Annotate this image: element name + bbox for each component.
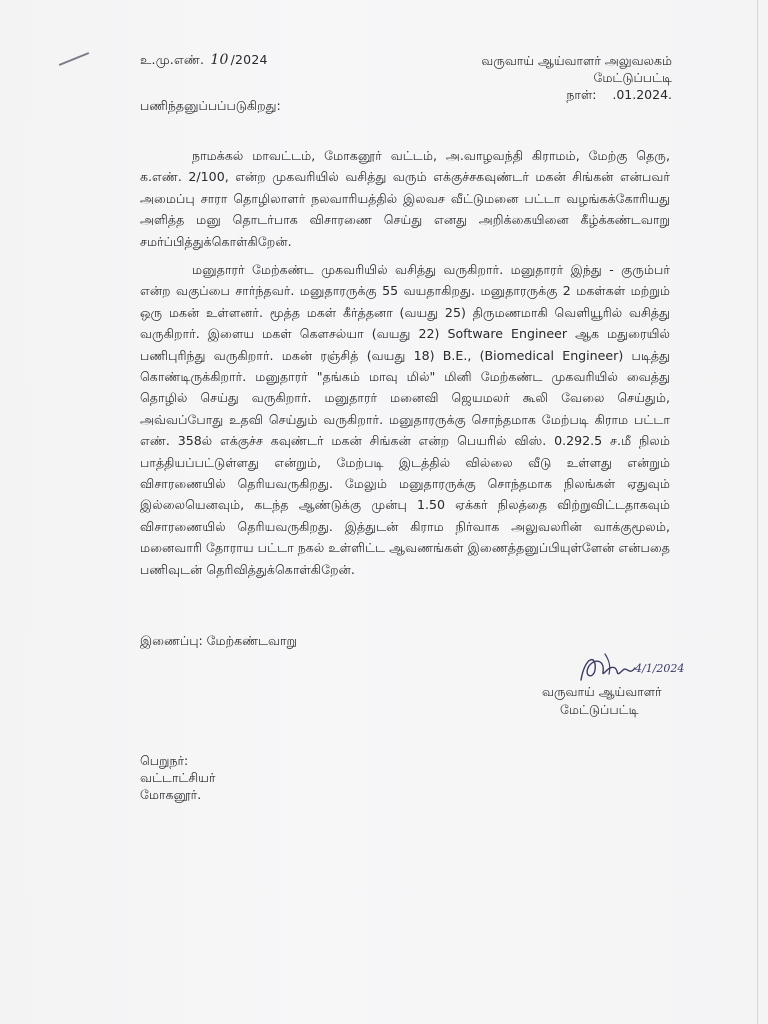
salutation: பணிந்தனுப்பப்படுகிறது: <box>140 98 281 113</box>
pen-mark <box>59 52 89 66</box>
office-block <box>481 52 672 103</box>
signatory-place: மேட்டுப்பட்டி <box>560 702 639 717</box>
paragraph-findings <box>140 259 670 580</box>
paper-edge <box>757 0 758 1024</box>
paragraph-text: நாமக்கல் மாவட்டம், மோகனூர் வட்டம், அ.வாழவந்தி கிராமம், மேற்கு தெரு, க.எண். 2/100, என்ற முகவரியில் வசித்து வரும் எக்குச்சகவுண்டர் மகன் சிங்கன் என்பவர் அமைப்பு சாரா தொழிலாளர் நலவாரியத்தில் இலவச வீட்டுமனை பட்டா வழங்கக்கோரியது அளித்த மனு தொடர்பாக விசாரணை செய்து எனது அறிக்கையினை கீழ்க்கண்டவாறு சமர்ப்பித்துக்கொள்கிறேன். <box>140 148 670 249</box>
reference-number <box>140 52 268 69</box>
signature-date: 4/1/2024 <box>635 662 685 675</box>
ref-year: /2024 <box>230 52 268 67</box>
ref-prefix: உ.மு.எண். <box>140 52 205 67</box>
date-value: .01.2024. <box>612 87 672 102</box>
paragraph-intro <box>140 145 670 252</box>
signature-block <box>520 650 700 720</box>
office-name: வருவாய் ஆய்வாளர் அலுவலகம் <box>481 53 672 68</box>
office-place: மேட்டுப்பட்டி <box>593 70 672 85</box>
signatory-title: வருவாய் ஆய்வாளர் <box>542 684 662 699</box>
date-line <box>481 86 672 103</box>
recipient-label: பெறுநர்: <box>140 753 189 768</box>
ref-number-handwritten: 10 <box>210 52 229 68</box>
enclosure-line: இணைப்பு: மேற்கண்டவாறு <box>140 633 297 648</box>
recipient-block <box>140 752 215 803</box>
date-label: நாள்: <box>566 87 597 102</box>
recipient-place: மோகனூர். <box>140 787 202 802</box>
paragraph-text: மனுதாரர் மேற்கண்ட முகவரியில் வசித்து வருகிறார். மனுதாரர் இந்து - குரும்பர் என்ற வகுப்பை சார்ந்தவர். மனுதாரருக்கு 55 வயதாகிறது. மனுதாரருக்கு 2 மகள்கள் மற்றும் ஒரு மகன் உள்ளனர். மூத்த மகள் கீர்த்தனா (வயது 25) திருமணமாகி வெளியூரில் வசித்து வருகிறார். இளைய மகள் கௌசல்யா (வயது 22) Software Engineer ஆக மதுரையில் பணிபுரிந்து வருகிறார். மகன் ரஞ்சித் (வயது 18) B.E., (Biomedical Engineer) படித்து கொண்டிருக்கிறார். மனுதாரர் "தங்கம் மாவு மில்" மினி மேற்கண்ட முகவரியில் வைத்து தொழில் செய்து வருகிறார். மனுதாரர் மனைவி ஜெயமலர் கூலி வேலை செய்தும், அவ்வப்போது உதவி செய்தும் வருகிறார். மனுதாரருக்கு சொந்தமாக மேற்படி கிராம பட்டா எண். 358ல் எக்குச்ச கவுண்டர் மகன் சிங்கன் என்ற பெயரில் விஸ். 0.292.5 ச.மீ நிலம் பாத்தியப்பட்டுள்ளது என்றும், மேற்படி இடத்தில் வில்லை வீடு உள்ளது என்றும் விசாரணையில் தெரியவருகிறது. மேலும் மனுதாரருக்கு சொந்தமாக நிலங்கள் ஏதுவும் இல்லையெனவும், கடந்த ஆண்டுக்கு முன்பு 1.50 ஏக்கர் நிலத்தை விற்றுவிட்டதாகவும் விசாரணையில் தெரியவருகிறது. இத்துடன் கிராம நிர்வாக அலுவலரின் வாக்குமூலம், மனைவாரி தோராய பட்டா நகல் உள்ளிட்ட ஆவணங்கள் இணைத்தனுப்பியுள்ளேன் என்பதை பணிவுடன் தெரிவித்துக்கொள்கிறேன். <box>140 262 670 577</box>
recipient-designation: வட்டாட்சியர் <box>140 770 216 785</box>
